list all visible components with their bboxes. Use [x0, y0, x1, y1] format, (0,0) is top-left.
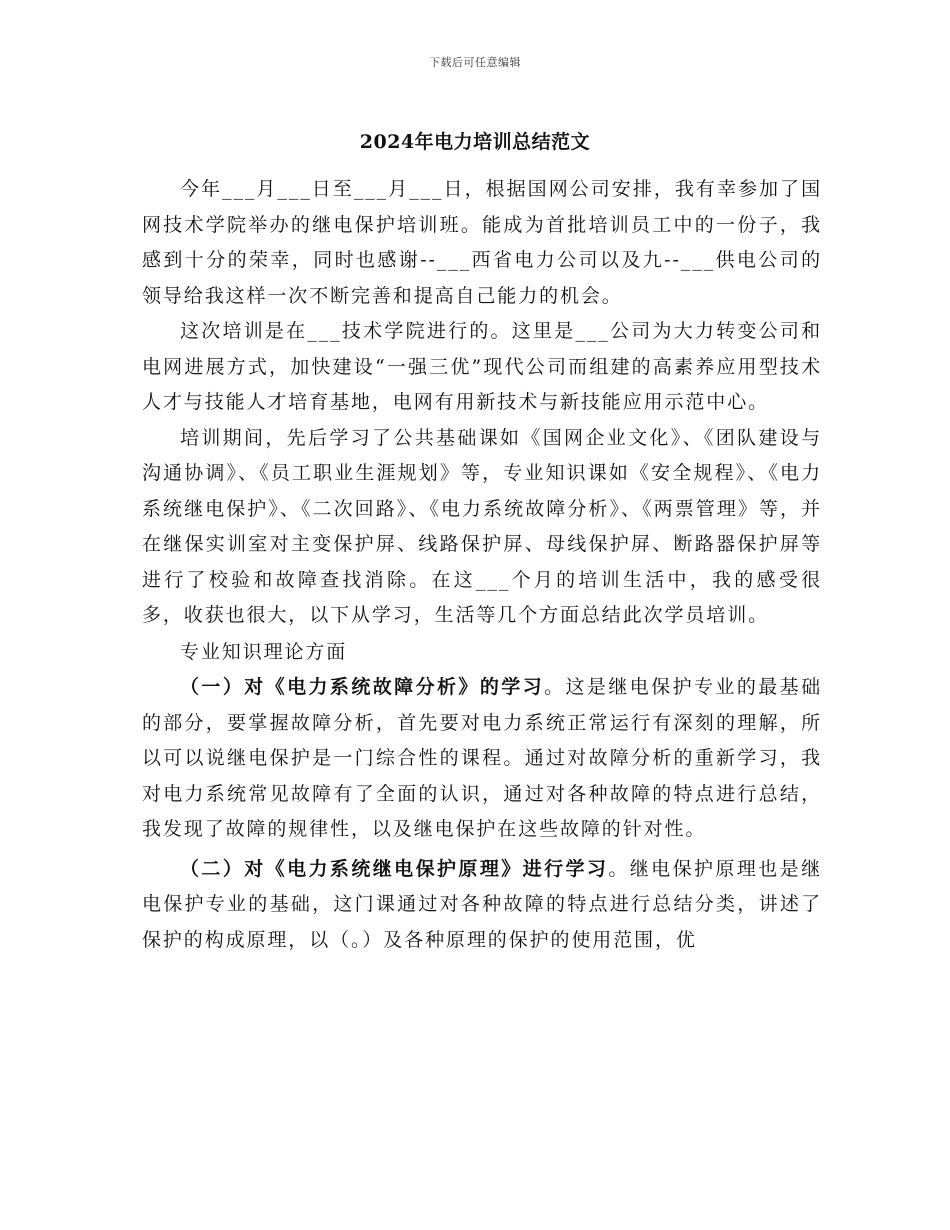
paragraph-body-text: 。这是继电保护专业的最基础的部分，要掌握故障分析，首先要对电力系统正常运行有深刻的理解，所以可以说继电保护是一门综合性的课程。通过对故障分析的重新学习，我对电力系统常见故障有了全面的认识，通过对各种故障的特点进行总结，我发现了故障的规律性，以及继电保护在这些故障的针对性。 — [142, 676, 822, 840]
paragraph-fault-analysis — [142, 670, 822, 848]
paragraph-training-location: 这次培训是在___技术学院进行的。这里是___公司为大力转变公司和电网进展方式，加快建设“一强三优”现代公司而组建的高素养应用型技术人才与技能人才培育基地，电网有用新技术与新技能应用示范中心。 — [142, 320, 822, 413]
section-heading: 专业知识理论方面 — [180, 640, 348, 663]
document-title: 2024年电力培训总结范文 — [359, 131, 591, 153]
paragraph-lead-bold: （一）对《电力系统故障分析》的学习 — [180, 676, 545, 698]
paragraph-lead-bold: （二）对《电力系统继电保护原理》进行学习 — [180, 857, 609, 880]
paragraph-intro: 今年___月___日至___月___日，根据国网公司安排，我有幸参加了国网技术学院举办的继电保护培训班。能成为首批培训员工中的一份子，我感到十分的荣幸，同时也感谢--___西省电力公司以及九--___供电公司的领导给我这样一次不断完善和提高自己能力的机会。 — [142, 178, 822, 307]
paragraph-body-text: 。继电保护原理也是继电保护专业的基础，这门课通过对各种故障的特点进行总结分类，讲述了保护的构成原理，以（。）及各种原理的保护的使用范围，优 — [142, 857, 822, 951]
paragraph-relay-protection — [142, 852, 822, 959]
document-body — [142, 172, 822, 958]
page-header: 下载后可任意编辑 — [429, 56, 521, 69]
paragraph-training-courses: 培训期间，先后学习了公共基础课如《国网企业文化》、《团队建设与沟通协调》、《员工职业生涯规划》等，专业知识课如《安全规程》、《电力系统继电保护》、《二次回路》、《电力系统故障分析》、《两票管理》等，并在继保实训室对主变保护屏、线路保护屏、母线保护屏、断路器保护屏等进行了校验和故障查找消除。在这___个月的培训生活中，我的感受很多，收获也很大，以下从学习，生活等几个方面总结此次学员培训。 — [142, 426, 822, 626]
